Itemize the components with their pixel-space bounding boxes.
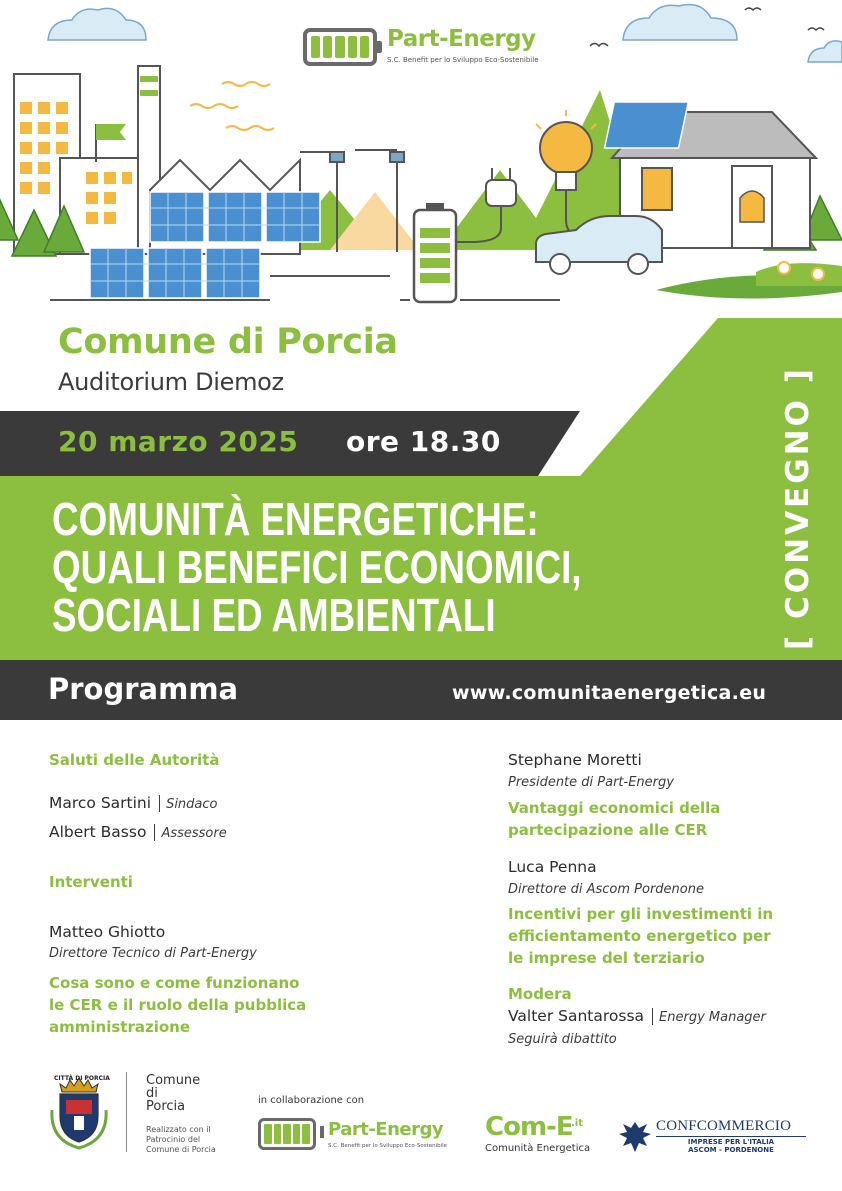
topic-line: Vantaggi economici della xyxy=(508,799,721,817)
porcia-name xyxy=(146,1074,200,1113)
footer-brand: Part-Energy xyxy=(328,1119,444,1140)
porcia-seal-text: CITTÀ DI PORCIA xyxy=(54,1075,110,1082)
website-link[interactable]: www.comunitaenergetica.eu xyxy=(452,682,767,704)
topic-line: le CER e il ruolo della pubblica xyxy=(49,996,307,1014)
speaker-role: Direttore Tecnico di Part-Energy xyxy=(49,946,257,961)
speaker-name: Luca Penna xyxy=(508,858,597,876)
patronage-line: Patrocinio del xyxy=(146,1135,201,1144)
come-logo xyxy=(485,1112,595,1156)
footer-tagline: S.C. Benefit per lo Sviluppo Eco-Sostenibile xyxy=(328,1143,448,1149)
porcia-name-line: Porcia xyxy=(146,1099,186,1114)
come-logo-sub: Comunità Energetica xyxy=(485,1143,591,1154)
venue-subtitle: Auditorium Diemoz xyxy=(58,368,284,396)
talk-topic xyxy=(508,797,720,841)
headline-line: COMUNITÀ ENERGETICHE: xyxy=(52,493,539,545)
come-logo-suffix: .it xyxy=(571,1118,584,1129)
talk-topic xyxy=(49,972,306,1038)
battery-icon xyxy=(414,203,456,302)
header-brand: Part-Energy xyxy=(387,26,536,52)
header-tagline: S.C. Benefit per lo Sviluppo Eco-Sostenibile xyxy=(387,56,539,64)
event-date: 20 marzo 2025 xyxy=(58,425,299,458)
headline-line: SOCIALI ED AMBIENTALI xyxy=(52,589,496,641)
come-logo-main: Com-E xyxy=(485,1112,573,1142)
wind-waves xyxy=(190,82,274,130)
patronage-line: Comune di Porcia xyxy=(146,1145,216,1154)
greeting-row xyxy=(49,822,227,841)
topic-line: le imprese del terziario xyxy=(508,949,705,967)
topic-line: amministrazione xyxy=(49,1018,190,1036)
speaker-role: Assessore xyxy=(161,826,227,841)
speaker-role: Direttore di Ascom Pordenone xyxy=(508,882,704,897)
event-time: ore 18.30 xyxy=(346,425,501,458)
speaker-name: Stephane Moretti xyxy=(508,751,642,769)
speaker-role: Presidente di Part-Energy xyxy=(508,775,674,790)
porcia-name-line: di xyxy=(146,1086,158,1101)
battery-logo-icon xyxy=(258,1118,316,1150)
cloud-icon xyxy=(623,5,737,41)
talk-topic xyxy=(508,903,773,969)
talks-heading: Interventi xyxy=(49,873,133,891)
speaker-name: Valter Santarossa xyxy=(508,1007,645,1025)
venue-title: Comune di Porcia xyxy=(58,322,398,362)
program-title: Programma xyxy=(48,672,239,706)
moderator-row xyxy=(508,1006,766,1025)
speaker-name: Marco Sartini xyxy=(49,794,152,812)
greeting-row xyxy=(49,793,218,812)
closing-note: Seguirà dibattito xyxy=(508,1032,617,1047)
confcommercio-logo xyxy=(656,1118,806,1154)
porcia-name-line: Comune xyxy=(146,1073,201,1088)
topic-line: partecipazione alle CER xyxy=(508,821,708,839)
topic-line: Incentivi per gli investimenti in xyxy=(508,905,774,923)
moderator-heading: Modera xyxy=(508,985,572,1003)
flag-icon xyxy=(96,124,126,162)
confcommercio-eagle-icon xyxy=(617,1118,653,1152)
battery-logo-icon xyxy=(303,28,377,66)
event-type-label xyxy=(770,366,826,650)
cloud-icon xyxy=(808,41,842,62)
topic-line: efficientamento energetico per xyxy=(508,927,771,945)
confcommercio-name: CONFCOMMERCIO xyxy=(656,1118,792,1134)
header-logo xyxy=(303,24,553,74)
patronage-note xyxy=(146,1125,216,1155)
lawn xyxy=(656,262,842,299)
porcia-coat-of-arms-icon xyxy=(48,1070,110,1150)
speaker-name: Albert Basso xyxy=(49,823,147,841)
cloud-icon xyxy=(48,8,146,40)
partenergy-footer-logo xyxy=(258,1116,458,1156)
event-headline xyxy=(52,495,612,639)
speaker-role: Sindaco xyxy=(166,797,218,812)
topic-line: Cosa sono e come funzionano xyxy=(49,974,300,992)
headline-line: QUALI BENEFICI ECONOMICI, xyxy=(52,541,582,593)
confcommercio-sub1: IMPRESE PER L'ITALIA xyxy=(656,1136,806,1146)
footer-divider xyxy=(126,1072,127,1152)
speaker-role: Energy Manager xyxy=(659,1010,766,1025)
collaboration-label: in collaborazione con xyxy=(258,1095,365,1106)
confcommercio-sub2: ASCOM - PORDENONE xyxy=(688,1146,774,1154)
speaker-name: Matteo Ghiotto xyxy=(49,923,166,941)
event-type-text: [ CONVEGNO ] xyxy=(780,366,816,650)
patronage-line: Realizzato con il xyxy=(146,1125,211,1134)
greetings-heading: Saluti delle Autorità xyxy=(49,751,220,769)
